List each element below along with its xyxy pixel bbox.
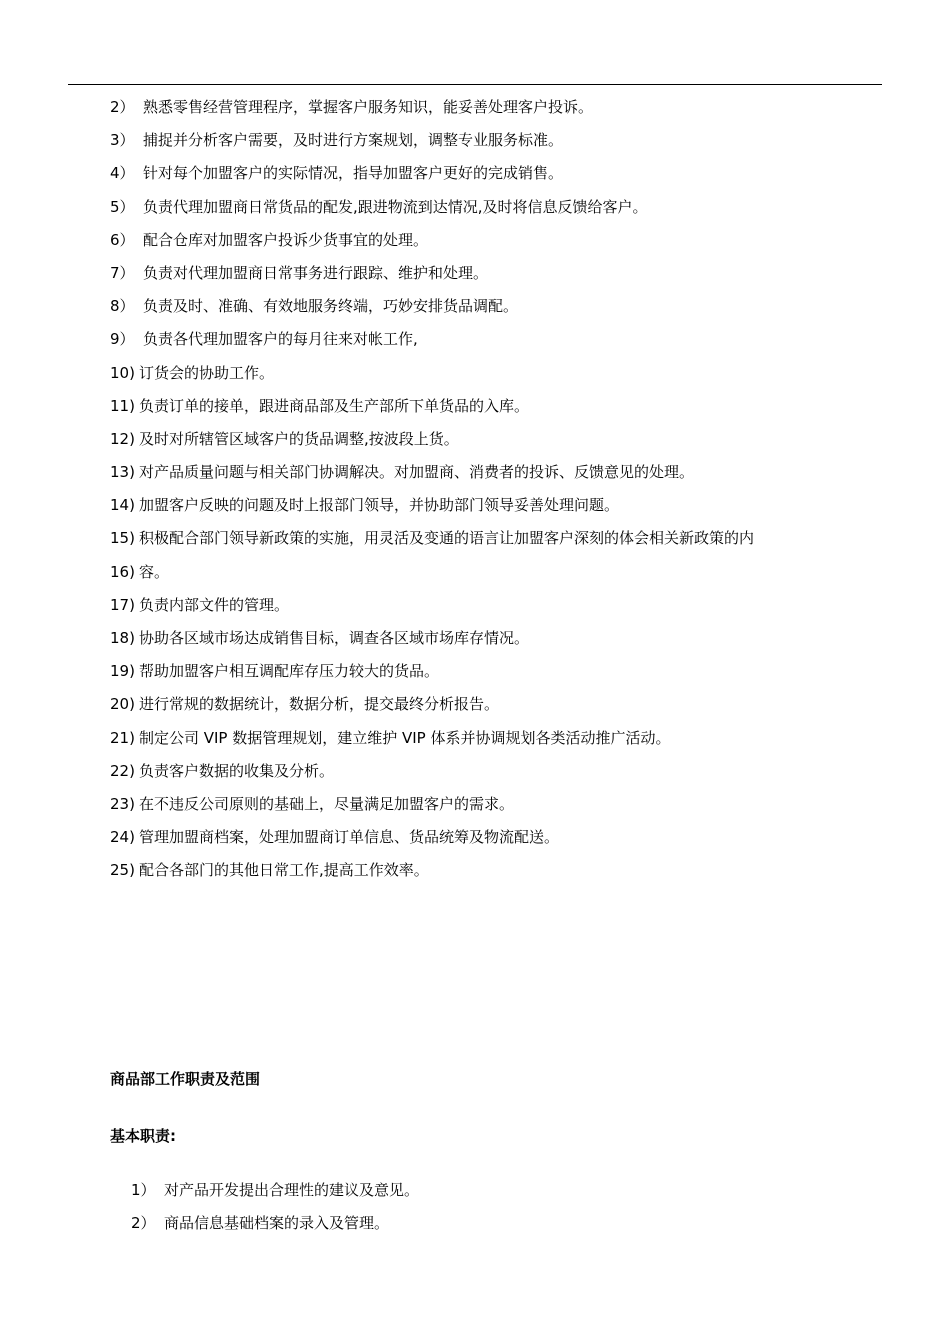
list-item	[110, 392, 870, 425]
list-item	[110, 856, 870, 889]
item-text: 容。	[138, 562, 169, 581]
item-number: 14)	[110, 496, 135, 515]
list-item	[110, 790, 870, 823]
item-text: 对产品质量问题与相关部门协调解决。对加盟商、消费者的投诉、反馈意见的处理。	[138, 463, 694, 482]
item-text: 订货会的协助工作。	[138, 363, 274, 382]
item-number: 12)	[110, 429, 135, 448]
item-text: 负责各代理加盟客户的每月往来对帐工作,	[143, 330, 418, 349]
list-item	[110, 325, 870, 358]
item-number: 16)	[110, 562, 135, 581]
item-number: 25)	[110, 861, 135, 880]
item-text: 负责订单的接单，跟进商品部及生产部所下单货品的入库。	[138, 396, 529, 415]
item-number: 19)	[110, 662, 135, 681]
list-item	[131, 1176, 419, 1209]
header-rule	[68, 84, 882, 85]
item-text: 加盟客户反映的问题及时上报部门领导，并协助部门领导妥善处理问题。	[138, 496, 619, 515]
list-item	[110, 757, 870, 790]
item-text: 配合各部门的其他日常工作,提高工作效率。	[138, 861, 429, 880]
item-number: 7）	[110, 263, 135, 282]
list-item	[110, 624, 870, 657]
item-number: 3）	[110, 131, 135, 150]
item-text: 负责代理加盟商日常货品的配发,跟进物流到达情况,及时将信息反馈给客户。	[143, 197, 648, 216]
item-number: 1）	[131, 1181, 156, 1199]
item-text: 负责对代理加盟商日常事务进行跟踪、维护和处理。	[143, 263, 489, 282]
duty-list	[110, 93, 870, 890]
list-item	[110, 359, 870, 392]
item-number: 11)	[110, 396, 135, 415]
list-item	[110, 491, 870, 524]
item-number: 5）	[110, 197, 135, 216]
list-item	[110, 591, 870, 624]
list-item	[110, 524, 870, 557]
list-item	[110, 226, 870, 259]
basic-duties-list	[131, 1176, 419, 1242]
item-number: 10)	[110, 363, 135, 382]
list-item	[110, 690, 870, 723]
item-number: 2）	[110, 98, 135, 116]
item-number: 17)	[110, 595, 135, 614]
item-text: 帮助加盟客户相互调配库存压力较大的货品。	[138, 662, 439, 681]
item-text: 积极配合部门领导新政策的实施，用灵活及变通的语言让加盟客户深刻的体会相关新政策的内	[138, 529, 754, 548]
list-item	[110, 159, 870, 192]
section-title: 商品部工作职责及范围	[110, 1070, 261, 1088]
item-text: 管理加盟商档案，处理加盟商订单信息、货品统筹及物流配送。	[138, 828, 559, 847]
item-text: 负责及时、准确、有效地服务终端，巧妙安排货品调配。	[143, 297, 519, 316]
item-number: 23)	[110, 794, 135, 813]
item-text: 商品信息基础档案的录入及管理。	[164, 1214, 390, 1232]
item-text: 对产品开发提出合理性的建议及意见。	[164, 1181, 420, 1199]
item-number: 4）	[110, 164, 135, 183]
item-text: 熟悉零售经营管理程序，掌握客户服务知识，能妥善处理客户投诉。	[143, 98, 594, 116]
item-number: 22)	[110, 761, 135, 780]
list-item	[110, 259, 870, 292]
item-text: 配合仓库对加盟客户投诉少货事宜的处理。	[143, 230, 429, 249]
item-number: 6）	[110, 230, 135, 249]
item-number: 24)	[110, 828, 135, 847]
item-text: 制定公司 VIP 数据管理规划，建立维护 VIP 体系并协调规划各类活动推广活动。	[138, 728, 671, 747]
list-item	[110, 724, 870, 757]
item-number: 20)	[110, 695, 135, 714]
item-text: 针对每个加盟客户的实际情况，指导加盟客户更好的完成销售。	[143, 164, 564, 183]
list-item	[110, 657, 870, 690]
list-item	[110, 458, 870, 491]
item-number: 15)	[110, 529, 135, 548]
list-item	[131, 1209, 419, 1242]
item-text: 负责客户数据的收集及分析。	[138, 761, 334, 780]
list-item	[110, 558, 870, 591]
item-number: 21)	[110, 728, 135, 747]
item-text: 在不违反公司原则的基础上，尽量满足加盟客户的需求。	[138, 794, 514, 813]
item-number: 18)	[110, 629, 135, 647]
item-text: 协助各区域市场达成销售目标，调查各区域市场库存情况。	[138, 629, 529, 647]
item-number: 8）	[110, 297, 135, 316]
item-text: 负责内部文件的管理。	[138, 595, 289, 614]
item-text: 进行常规的数据统计，数据分析，提交最终分析报告。	[138, 695, 499, 714]
list-item	[110, 93, 870, 126]
item-number: 2）	[131, 1214, 156, 1232]
list-item	[110, 292, 870, 325]
list-item	[110, 425, 870, 458]
list-item	[110, 193, 870, 226]
list-item	[110, 126, 870, 159]
item-number: 13)	[110, 463, 135, 482]
item-text: 及时对所辖管区域客户的货品调整,按波段上货。	[138, 429, 459, 448]
item-number: 9）	[110, 330, 135, 349]
basic-duties-heading: 基本职责:	[110, 1127, 176, 1145]
list-item	[110, 823, 870, 856]
item-text: 捕捉并分析客户需要，及时进行方案规划，调整专业服务标准。	[143, 131, 564, 150]
